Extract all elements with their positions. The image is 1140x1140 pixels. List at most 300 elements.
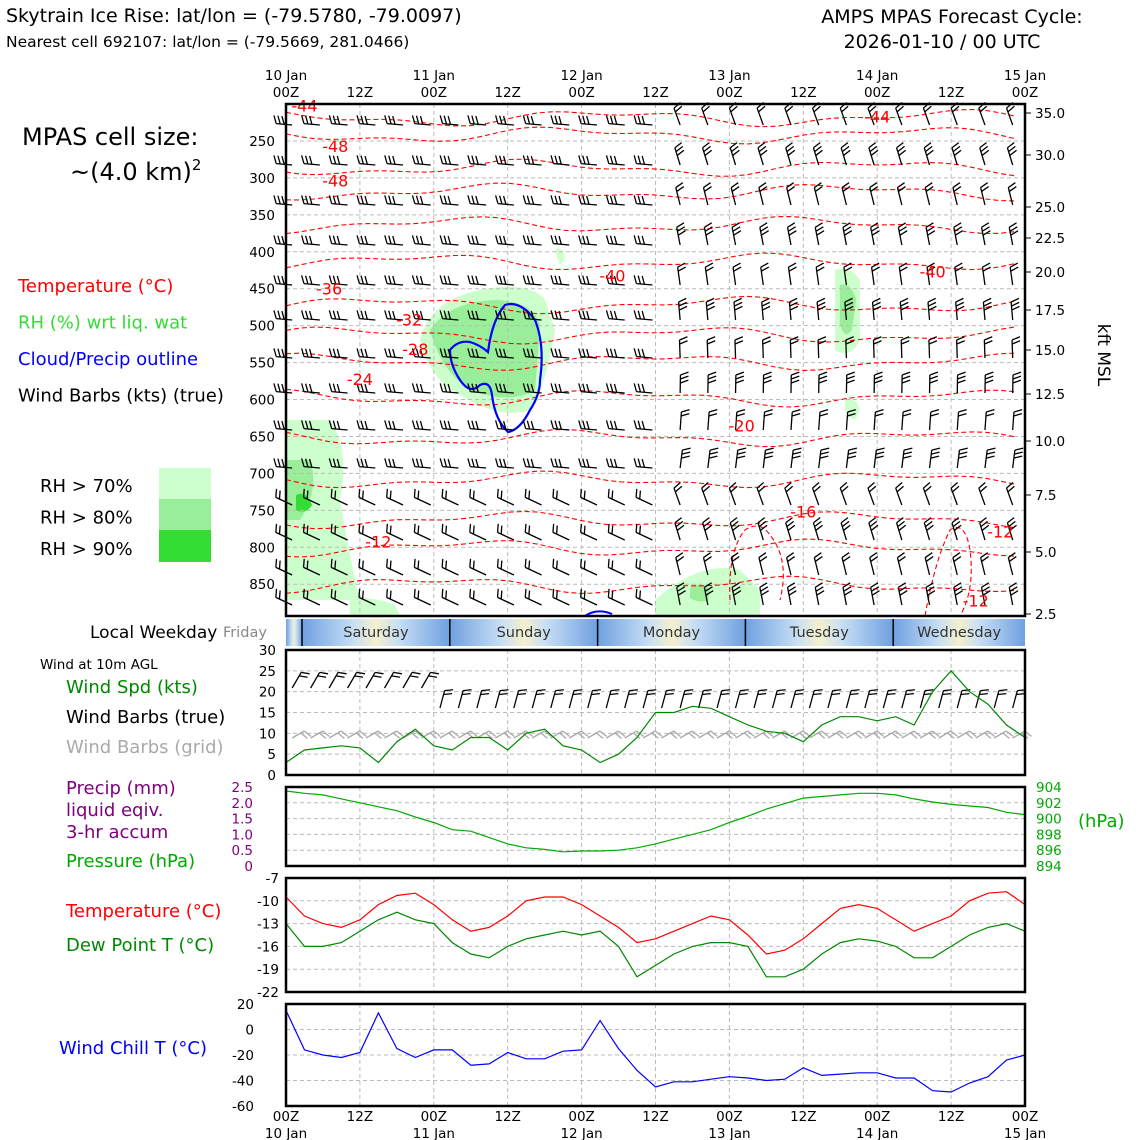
windchill-tick: 20 xyxy=(236,997,254,1013)
wind-barb xyxy=(468,420,486,430)
wind-barb xyxy=(468,458,486,468)
wind-barb xyxy=(897,143,906,165)
top-hour-label: 00Z xyxy=(1011,85,1039,101)
wind-barb xyxy=(874,372,882,393)
wind-barb xyxy=(785,483,793,505)
wind-barb xyxy=(385,195,403,205)
wind-barb xyxy=(815,223,824,245)
wind-barb xyxy=(951,483,959,505)
wind-barb xyxy=(496,235,514,245)
wind-barb xyxy=(957,731,976,738)
wind-barb xyxy=(981,183,989,205)
wind-barb xyxy=(551,235,569,245)
wind-barb xyxy=(957,337,965,358)
wind-barb xyxy=(869,518,878,540)
wind-barb xyxy=(702,103,710,125)
windchill-tick: -40 xyxy=(231,1073,254,1090)
wind-barb xyxy=(817,298,825,320)
wind-barb xyxy=(470,559,486,575)
top-date-label: 15 Jan xyxy=(1003,68,1047,84)
wind-barb xyxy=(385,420,403,430)
wind-barb xyxy=(868,483,876,505)
wind-barb xyxy=(699,731,718,738)
wind-tick: 0 xyxy=(267,768,276,784)
wind-barb xyxy=(496,458,514,468)
wind-barb xyxy=(302,235,320,245)
temperature-label: -44 xyxy=(291,96,318,116)
wind-barb xyxy=(553,589,569,605)
wind-tick: 30 xyxy=(258,643,276,659)
rh-level-label: RH > 80% xyxy=(40,507,133,529)
legend-item: RH (%) wrt liq. wat xyxy=(18,312,188,334)
pressure-unit: (hPa) xyxy=(1078,811,1125,832)
wind-barb xyxy=(843,223,852,245)
wind-barb xyxy=(930,372,938,393)
wind-barb xyxy=(551,348,569,358)
wind-barb xyxy=(759,183,767,205)
wind-barb xyxy=(930,448,940,468)
wind-barb xyxy=(498,489,514,505)
temperature-label: -40 xyxy=(919,262,946,282)
wind-barb xyxy=(790,337,798,358)
wind-barb xyxy=(634,275,652,285)
rh-shading xyxy=(286,249,860,616)
wind-barb xyxy=(708,372,716,393)
wind-barb xyxy=(840,483,848,505)
wind-barb xyxy=(678,263,686,285)
wind-barb xyxy=(523,235,541,245)
wind-barb xyxy=(498,589,514,605)
rh-swatch xyxy=(159,530,211,562)
pressure-tick: 894 xyxy=(1036,859,1062,875)
wind-barb xyxy=(900,298,908,320)
wind-barb xyxy=(608,559,624,575)
wind-barb xyxy=(477,690,490,708)
wind-barb xyxy=(923,483,931,505)
wind-barb xyxy=(736,731,755,738)
wind-barb xyxy=(898,583,907,605)
bottom-date-label: 11 Jan xyxy=(412,1126,455,1140)
wind-barb xyxy=(470,589,486,605)
wind-barb xyxy=(468,195,486,205)
wind-barb xyxy=(1009,583,1018,605)
wind-barb xyxy=(897,553,905,575)
wind-barb xyxy=(412,458,430,468)
wind-barb xyxy=(329,731,348,738)
bottom-date-label: 13 Jan xyxy=(708,1126,751,1140)
wind-barb xyxy=(677,223,686,245)
wind-barb xyxy=(274,155,292,165)
weekday-name: Saturday xyxy=(343,625,409,641)
pressure-tick: 550 xyxy=(249,355,275,372)
wind-barb xyxy=(976,690,989,708)
pressure-tick: 300 xyxy=(249,170,275,187)
wind-barb xyxy=(569,731,588,738)
wind-barb xyxy=(954,583,963,605)
wind-barb xyxy=(329,383,347,393)
kft-tick: 30.0 xyxy=(1035,148,1066,164)
wind-barb xyxy=(828,690,841,708)
wind-barb xyxy=(865,731,884,738)
pressure-tick: 500 xyxy=(249,318,275,335)
wind-barb xyxy=(412,155,430,165)
wind-barb xyxy=(789,298,797,320)
wind-barb xyxy=(926,583,935,605)
precip-tick: 1.0 xyxy=(231,827,253,844)
wind-barb xyxy=(902,690,915,708)
wind-tick: 15 xyxy=(258,705,276,722)
wind-barb xyxy=(329,155,347,165)
precip-tick: 0.5 xyxy=(231,843,253,860)
wind-barb xyxy=(896,103,904,125)
wind-barb xyxy=(925,553,933,575)
temperature-panel xyxy=(65,871,1025,1001)
wind-barb xyxy=(634,195,652,205)
kft-tick: 10.0 xyxy=(1035,434,1066,450)
wind-barb xyxy=(871,223,880,245)
top-date-label: 14 Jan xyxy=(856,68,899,84)
wind-barb xyxy=(440,690,453,708)
wind-barb xyxy=(706,298,714,320)
wind-barb xyxy=(953,553,961,575)
bottom-date-label: 12 Jan xyxy=(560,1126,603,1140)
wind-barb xyxy=(708,410,717,430)
pressure-tick: 350 xyxy=(249,207,275,224)
wind-barb xyxy=(813,103,821,125)
wind-barb xyxy=(680,337,688,358)
wind-barb xyxy=(385,348,403,358)
rh-swatch xyxy=(159,468,211,500)
wind-barb xyxy=(759,553,767,575)
wind-barb xyxy=(385,275,403,285)
wind-barb xyxy=(1007,103,1015,125)
windchill-panel xyxy=(59,997,1025,1115)
top-hour-label: 00Z xyxy=(863,85,891,101)
wind-barb xyxy=(703,143,712,165)
wind-barb xyxy=(606,115,624,125)
pressure-line xyxy=(286,791,1025,852)
wind-barb xyxy=(329,672,346,688)
temp-legend-item: Temperature (°C) xyxy=(66,901,222,922)
wind-barb xyxy=(302,310,320,320)
top-hour-label: 12Z xyxy=(937,85,965,101)
pressure-tick: 450 xyxy=(249,281,275,298)
wind-barb xyxy=(553,524,569,540)
wind-barb xyxy=(442,559,458,575)
wind-barb xyxy=(1013,410,1022,430)
wind-barb xyxy=(872,263,880,285)
temperature-label: -48 xyxy=(322,171,349,191)
wind-barb xyxy=(708,448,718,468)
wind-barb xyxy=(643,690,656,708)
wind-barb xyxy=(994,731,1013,738)
wind-barb xyxy=(680,448,690,468)
wind-barb xyxy=(841,518,850,540)
wind-barb xyxy=(819,410,828,430)
wind-barb xyxy=(680,731,699,738)
bottom-hour-label: 12Z xyxy=(346,1109,374,1125)
wind-barb xyxy=(414,524,430,540)
wind-barb xyxy=(468,155,486,165)
kft-tick: 7.5 xyxy=(1035,488,1057,504)
kft-axis xyxy=(1025,106,1065,623)
wind-barb xyxy=(717,690,730,708)
wind-barb xyxy=(757,483,765,505)
wind-barb xyxy=(983,298,991,320)
wind-barb xyxy=(495,731,514,738)
wind-barb xyxy=(470,524,486,540)
wind-barb xyxy=(813,143,822,165)
wind-barb xyxy=(1009,223,1018,245)
wind-tick: 25 xyxy=(258,663,276,680)
wind-barb xyxy=(871,583,880,605)
kft-tick: 15.0 xyxy=(1035,343,1066,359)
wind-barb xyxy=(643,731,662,738)
temp-tick: -16 xyxy=(256,939,279,956)
wind-barb xyxy=(412,275,430,285)
wind-barb xyxy=(703,183,711,205)
wind-barb xyxy=(758,143,767,165)
wind-barb xyxy=(785,103,793,125)
bottom-date-label: 15 Jan xyxy=(1003,1126,1047,1140)
wind-barb xyxy=(762,298,770,320)
wind-barb xyxy=(788,583,797,605)
wind-barb xyxy=(902,372,910,393)
wind-barb xyxy=(569,690,582,708)
wind-barb xyxy=(385,155,403,165)
wind-barb xyxy=(957,372,965,393)
wind-barb xyxy=(1013,731,1032,738)
wind-barb xyxy=(523,420,541,430)
wind-barb xyxy=(551,420,569,430)
wind-barb xyxy=(788,263,796,285)
wind-barb xyxy=(1011,298,1019,320)
wind-barb xyxy=(496,115,514,125)
wind-barb xyxy=(440,420,458,430)
wind-barb xyxy=(385,458,403,468)
wind-barb xyxy=(274,310,292,320)
wind-barb xyxy=(440,731,459,738)
rh-level-label: RH > 90% xyxy=(40,539,133,560)
wind-barb xyxy=(957,690,970,708)
wind-barb xyxy=(387,559,403,575)
wind-barb xyxy=(754,690,767,708)
wind-barb xyxy=(523,458,541,468)
wind-barb xyxy=(729,483,737,505)
wind-barb xyxy=(636,524,652,540)
pressure-tick: 900 xyxy=(1036,811,1062,828)
wind-barb xyxy=(1007,143,1016,165)
station-title: Skytrain Ice Rise: lat/lon = (-79.5780, -79.0097) xyxy=(6,5,462,27)
wind-barb xyxy=(440,275,458,285)
wind-barb xyxy=(763,448,773,468)
wind-barb xyxy=(787,553,795,575)
wind-barb xyxy=(302,155,320,165)
kft-tick: 2.5 xyxy=(1035,607,1057,623)
wind-barb xyxy=(815,583,824,605)
temperature-label: -48 xyxy=(322,137,349,157)
kft-axis-title: kft MSL xyxy=(1093,323,1113,387)
wind-barb xyxy=(675,143,684,165)
weekday-name: Sunday xyxy=(496,625,551,641)
pressure-tick: 800 xyxy=(249,540,275,557)
temperature-contour xyxy=(286,253,1014,270)
bottom-hour-label: 00Z xyxy=(420,1109,448,1125)
pressure-panel xyxy=(66,778,1125,875)
wind-barb xyxy=(348,731,367,738)
wind-barb xyxy=(551,275,569,285)
temperature-contour xyxy=(286,576,1014,593)
cell-subtitle: Nearest cell 692107: lat/lon = (-79.5669, 281.0466) xyxy=(6,33,410,51)
wind-barb xyxy=(551,458,569,468)
wind-barb xyxy=(870,183,878,205)
wind-barb xyxy=(930,410,939,430)
bottom-hour-label: 00Z xyxy=(863,1109,891,1125)
wind-barb xyxy=(442,589,458,605)
wind-barb xyxy=(412,383,430,393)
wind-barb xyxy=(496,275,514,285)
wind-barb xyxy=(634,115,652,125)
wind-barb xyxy=(385,731,404,738)
wind-barb xyxy=(924,143,933,165)
bottom-hour-label: 12Z xyxy=(937,1109,965,1125)
top-hour-label: 12Z xyxy=(346,85,374,101)
temperature-label: -20 xyxy=(728,416,755,436)
top-date-label: 12 Jan xyxy=(560,68,603,84)
wind-barb xyxy=(1007,483,1015,505)
wind-barb xyxy=(956,298,964,320)
wind-barb xyxy=(440,195,458,205)
wind-barb xyxy=(705,263,713,285)
wind-barb xyxy=(939,690,952,708)
temperature-contour xyxy=(286,217,1014,234)
temp-legend-item: Dew Point T (°C) xyxy=(66,935,215,956)
pressure-tick: 902 xyxy=(1036,795,1062,812)
wind-barb xyxy=(498,524,514,540)
wind-barb xyxy=(525,559,541,575)
wind-barb xyxy=(1012,337,1020,358)
pressure-tick: 700 xyxy=(249,466,275,483)
wind-barb xyxy=(1013,372,1021,393)
wind-barb xyxy=(763,337,771,358)
wind-barb xyxy=(731,183,739,205)
wind-barb xyxy=(840,103,848,125)
temperature-contour xyxy=(286,159,1014,176)
wind-barb xyxy=(553,489,569,505)
wind-barb xyxy=(385,672,402,688)
wind-barb xyxy=(581,524,597,540)
wind-barb xyxy=(730,518,739,540)
bottom-hour-label: 00Z xyxy=(716,1109,743,1125)
wind-barb xyxy=(468,115,486,125)
wind-barb xyxy=(736,690,749,708)
wind-barb xyxy=(773,690,786,708)
temperature-label: -44 xyxy=(864,107,891,127)
top-hour-label: 00Z xyxy=(272,85,300,101)
wind-barb xyxy=(634,348,652,358)
wind-barb xyxy=(760,583,769,605)
weekday-name: Wednesday xyxy=(917,625,1002,641)
wind-barb xyxy=(897,183,905,205)
wind-barb xyxy=(791,410,800,430)
rh-region xyxy=(350,598,400,616)
wind-barb xyxy=(786,143,795,165)
wind-barb xyxy=(763,410,772,430)
wind-barb xyxy=(468,275,486,285)
wind-barb xyxy=(680,410,689,430)
wind-barb xyxy=(760,223,769,245)
wind-barb xyxy=(385,383,403,393)
wind-barb xyxy=(329,348,347,358)
wind-barb xyxy=(606,383,624,393)
bottom-hour-label: 00Z xyxy=(568,1109,595,1125)
wind-barb xyxy=(674,483,682,505)
cycle-title: AMPS MPAS Forecast Cycle: xyxy=(821,6,1083,28)
wind-barb xyxy=(955,263,963,285)
wind-barb xyxy=(874,410,883,430)
wind-barb xyxy=(359,559,375,575)
wind-barb xyxy=(761,263,769,285)
wind-barb xyxy=(302,383,320,393)
pressure-tick: 850 xyxy=(249,577,275,594)
wind-barb xyxy=(606,348,624,358)
wind-barb xyxy=(634,310,652,320)
precip-legend-item: 3-hr accum xyxy=(66,822,169,843)
wind-tick: 20 xyxy=(258,684,276,701)
precip-tick: 0 xyxy=(244,859,253,875)
wind-barb xyxy=(736,372,744,393)
bottom-hour-label: 00Z xyxy=(272,1109,300,1125)
pressure-tick: 650 xyxy=(249,429,275,446)
wind-barb xyxy=(976,731,995,738)
wind-barb xyxy=(412,115,430,125)
wind-barb xyxy=(366,672,383,688)
wind-legend-item: Wind Barbs (grid) xyxy=(66,737,224,758)
wind-barb xyxy=(680,372,688,393)
wind-barb xyxy=(608,589,624,605)
wind-barb xyxy=(735,337,743,358)
wind-barb xyxy=(414,589,430,605)
wind-barb xyxy=(676,183,684,205)
wind-barb xyxy=(606,690,619,708)
windchill-tick: 0 xyxy=(245,1022,254,1039)
wind-barb xyxy=(704,223,713,245)
wind-barb xyxy=(274,115,292,125)
wind-barb xyxy=(525,589,541,605)
wind-barb xyxy=(928,298,936,320)
top-date-label: 10 Jan xyxy=(264,68,308,84)
pressure-tick: 400 xyxy=(249,244,275,261)
wind-barb xyxy=(809,690,822,708)
top-hour-label: 00Z xyxy=(716,85,743,101)
temp-tick: -22 xyxy=(256,985,279,1001)
pressure-tick: 750 xyxy=(249,503,275,520)
bottom-time-axis xyxy=(265,1109,1046,1140)
wind-legend-item: Wind Barbs (true) xyxy=(66,707,226,728)
wind-barb xyxy=(421,672,438,688)
wind-barb xyxy=(588,690,601,708)
wind-barb xyxy=(846,448,856,468)
wind-barb xyxy=(532,690,545,708)
wind-barb xyxy=(809,731,828,738)
wind-barb xyxy=(902,731,921,738)
precip-legend-item: Pressure (hPa) xyxy=(66,851,196,872)
windchill-tick: -60 xyxy=(231,1099,254,1115)
wind-barb xyxy=(553,559,569,575)
temperature-label: -16 xyxy=(790,502,817,522)
wind-barb xyxy=(818,337,826,358)
wind-barb xyxy=(679,298,687,320)
